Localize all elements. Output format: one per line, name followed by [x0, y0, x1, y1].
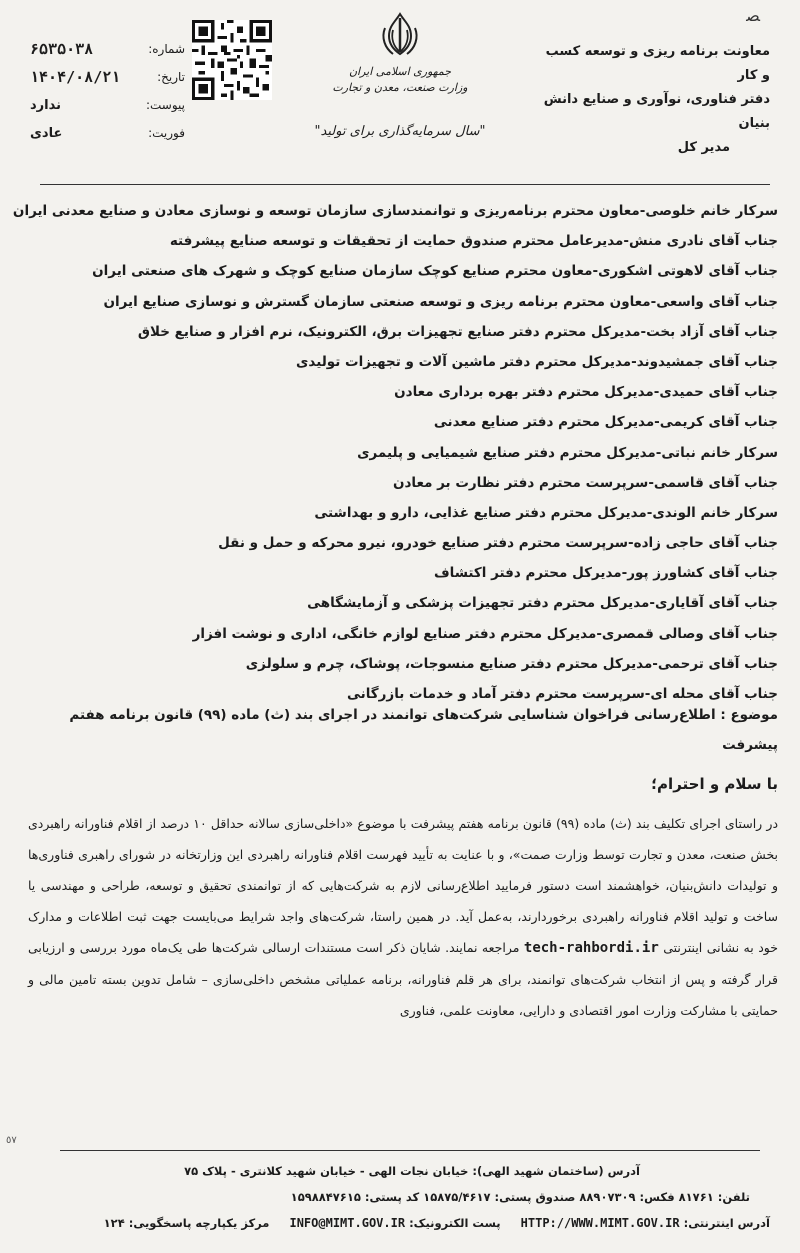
recipient-line: جناب آقای آزاد بخت-مدیرکل محترم دفتر صنایع تجهیزات برق، الکترونیک، نرم افزار و صنایع خلاق — [137, 323, 778, 340]
web-label: آدرس اینترنتی: — [683, 1216, 770, 1230]
date-label: تاریخ: — [157, 70, 185, 84]
org-line: مدیر کل — [677, 140, 730, 155]
meta-priority-row — [30, 119, 185, 147]
footer-divider — [60, 1150, 760, 1151]
recipient-line: جناب آقای کریمی-مدیرکل محترم دفتر صنایع معدنی — [433, 414, 778, 431]
number-value: ۶۵۳۵۰۳۸ — [30, 40, 94, 58]
margin-mark: ٥٧ — [6, 1135, 17, 1146]
recipient-line: جناب آقای کشاورز پور-مدیرکل محترم دفتر اکتشاف — [433, 565, 778, 582]
iran-emblem-icon — [375, 10, 425, 60]
corner-mark: ﺼ — [746, 6, 760, 25]
date-value: ۱۴۰۴/۰۸/۲۱ — [30, 68, 121, 86]
emblem-caption-1: جمهوری اسلامی ایران — [348, 65, 452, 78]
recipient-line: جناب آقای وصالی قمصری-مدیرکل محترم دفتر صنایع لوازم خانگی، اداری و نوشت افزار — [192, 625, 778, 642]
footer-address: آدرس (ساختمان شهید الهی): خیابان نجات الهی - خیابان شهید کلانتری - پلاک ۷۵ — [184, 1164, 640, 1178]
year-slogan: "سال سرمایه‌گذاری برای تولید" — [314, 124, 486, 139]
call-center: مرکز یکپارچه پاسخگویی: ۱۲۴ — [103, 1216, 270, 1230]
body-part-2: مراجعه نمایند. شایان ذکر است مستندات ارسالی شرکت‌ها طی یک‌ماه مورد بررسی و ارزیابی قرار گرفته و پس از انتخاب شرکت‌های توانمند، برای هر قلم فناورانه، برنامه عملیاتی مشخص داخلی‌سازی – شامل تدوین بسته تامین مالی و حمایتی با مشارکت وزارت امور اقتصادی و دارایی، معاونت علمی، فناوری — [28, 940, 778, 1018]
website-link[interactable]: HTTP://WWW.MIMT.GOV.IR — [520, 1216, 680, 1230]
recipient-line: سرکار خانم الوندی-مدیرکل محترم دفتر صنایع غذایی، دارو و بهداشتی — [314, 504, 778, 521]
letter-footer — [30, 1158, 770, 1236]
recipients-list — [12, 196, 778, 709]
recipient-line: جناب آقای قاسمی-سرپرست محترم دفتر نظارت بر معادن — [392, 474, 778, 491]
recipient-line: سرکار خانم نباتی-مدیرکل محترم دفتر صنایع شیمیایی و پلیمری — [357, 444, 778, 461]
footer-contact-row — [30, 1210, 770, 1236]
attachment-value: ندارد — [30, 97, 62, 113]
recipient-line: جناب آقای محله ای-سرپرست محترم دفتر آماد و خدمات بازرگانی — [347, 686, 778, 702]
letter-subject: موضوع : اطلاع‌رسانی فراخوان شناسایی شرکت‌های توانمند در اجرای بند (ث) ماده (۹۹) قانون برنامه هفتم پیشرفت — [69, 707, 778, 753]
recipient-line: جناب آقای حمیدی-مدیرکل محترم دفتر بهره برداری معادن — [394, 384, 778, 401]
footer-phones: تلفن: ۸۱۷۶۱ فکس: ۸۸۹۰۷۳۰۹ صندوق پستی: ۱۵۸۷۵/۴۶۱۷ کد پستی: ۱۵۹۸۸۴۷۶۱۵ — [290, 1190, 750, 1204]
meta-number-row — [30, 35, 185, 63]
registration-url-link[interactable]: tech-rahbordi.ir — [523, 940, 659, 956]
recipient-line: جناب آقای حاجی زاده-سرپرست محترم دفتر صنایع خودرو، نیرو محرکه و حمل و نقل — [218, 535, 778, 552]
letter-meta — [30, 35, 185, 147]
priority-label: فوریت: — [148, 126, 185, 140]
recipient-line: جناب آقای نادری منش-مدیرعامل محترم صندوق حمایت از تحقیقات و توسعه صنایع پیشرفته — [169, 233, 778, 250]
recipient-line: سرکار خانم خلوصی-معاون محترم برنامه‌ریزی و توانمندسازی سازمان توسعه و نوسازی معادن و صنایع معدنی ایران — [12, 203, 778, 219]
recipient-line: جناب آقای ترحمی-مدیرکل محترم دفتر صنایع منسوجات، پوشاک، چرم و سلولزی — [245, 655, 778, 672]
letter-body — [28, 808, 778, 1026]
org-line: دفتر فناوری، نوآوری و صنایع دانش بنیان — [543, 92, 770, 131]
number-label: شماره: — [148, 42, 185, 56]
body-part-1: در راستای اجرای تکلیف بند (ث) ماده (۹۹) قانون برنامه هفتم پیشرفت با موضوع «داخلی‌سازی سالانه حداقل ۱۰ درصد از اقلام فناورانه راهبردی بخش صنعت، معدن و تجارت توسط وزارت صمت»، و با عنایت به تأیید فهرست اقلام فناورانه راهبردی این وزارتخانه در شورای راهبری فناوری‌ها و تولیدات دانش‌بنیان، خواهشمند است دستور فرمایید اطلاع‌رسانی لازم به شرکت‌هایی که از توانمندی تحقیق و توسعه، طراحی و مهندسی یا ساخت و تولید اقلام فناورانه راهبردی برخوردارند، به‌عمل آید. در همین راستا، شرکت‌های واجد شرایط می‌بایست جهت ثبت اطلاعات و مدارک خود به نشانی اینترنتی — [28, 816, 779, 955]
greeting: با سلام و احترام؛ — [651, 775, 778, 793]
org-line: معاونت برنامه ریزی و توسعه کسب و کار — [545, 44, 770, 83]
priority-value: عادی — [30, 125, 63, 141]
email-link[interactable]: INFO@MIMT.GOV.IR — [289, 1216, 406, 1230]
recipient-line: جناب آقای جمشیدوند-مدیرکل محترم دفتر ماشین آلات و تجهیزات تولیدی — [296, 353, 778, 370]
org-header — [540, 40, 770, 160]
meta-attachment-row — [30, 91, 185, 119]
meta-date-row — [30, 63, 185, 91]
email-label: پست الکترونیک: — [409, 1216, 501, 1230]
qr-code-icon — [192, 20, 272, 100]
recipient-line: جناب آقای آقایاری-مدیرکل محترم دفتر تجهیزات پزشکی و آزمایشگاهی — [307, 595, 778, 612]
emblem-block — [330, 10, 470, 96]
recipient-line: جناب آقای لاهوتی اشکوری-معاون محترم صنایع کوچک سازمان صنایع کوچک و شهرک های صنعتی ایران — [92, 263, 778, 280]
recipient-line: جناب آقای واسعی-معاون محترم برنامه ریزی و توسعه صنعتی سازمان گسترش و نوسازی صنایع ایران — [103, 293, 778, 310]
attachment-label: پیوست: — [145, 98, 185, 112]
emblem-caption-2: وزارت صنعت، معدن و تجارت — [332, 81, 468, 94]
header-divider — [40, 184, 770, 185]
